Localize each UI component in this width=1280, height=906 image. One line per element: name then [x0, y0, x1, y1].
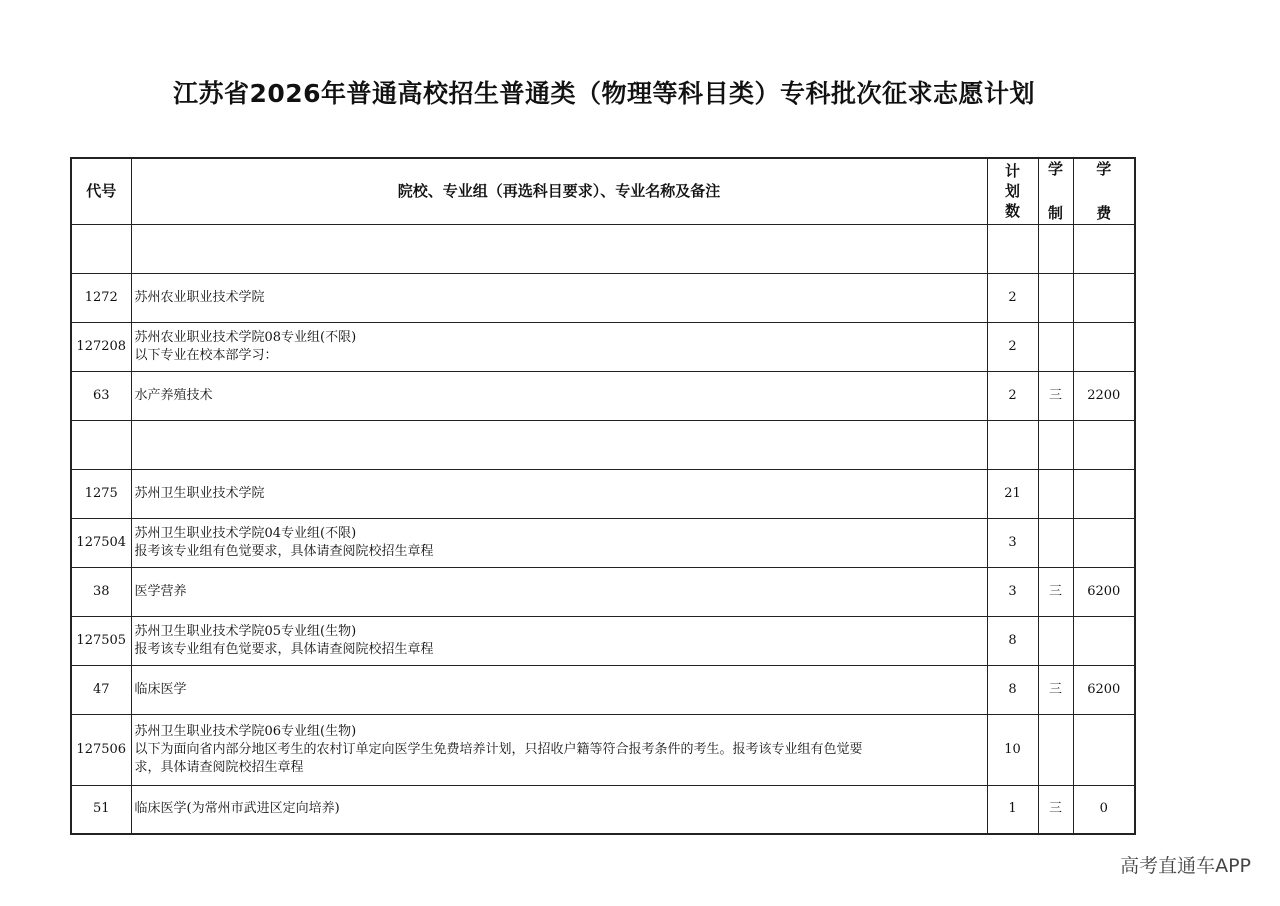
header-plan-char: 划 — [1004, 182, 1020, 201]
row-name-line: 以下为面向省内部分地区考生的农村订单定向医学生免费培养计划，只招收户籍等符合报考条件的考生。报考该专业组有色觉要 — [134, 741, 863, 757]
row-years — [1038, 224, 1073, 273]
table-row — [71, 665, 1135, 714]
row-name — [131, 224, 987, 273]
row-fee — [1073, 224, 1135, 273]
enrollment-plan-table — [70, 157, 1136, 835]
row-name-line: 苏州卫生职业技术学院 — [134, 485, 265, 501]
row-code — [71, 224, 131, 273]
row-fee: 2200 — [1073, 371, 1135, 420]
row-plan-count — [987, 224, 1038, 273]
header-code: 代号 — [71, 158, 131, 224]
row-name — [131, 518, 987, 567]
row-name-line: 苏州卫生职业技术学院06专业组(生物) — [134, 723, 357, 739]
row-name-line: 报考该专业组有色觉要求，具体请查阅院校招生章程 — [134, 641, 434, 657]
row-name-line: 苏州农业职业技术学院08专业组(不限) — [134, 329, 357, 345]
row-code: 63 — [71, 371, 131, 420]
row-fee: 6200 — [1073, 567, 1135, 616]
row-years: 三 — [1038, 567, 1073, 616]
row-plan-count: 2 — [987, 371, 1038, 420]
row-fee — [1073, 616, 1135, 665]
table-row — [71, 420, 1135, 469]
row-name-line: 以下专业在校本部学习： — [134, 347, 278, 363]
table-row — [71, 469, 1135, 518]
row-years — [1038, 518, 1073, 567]
row-name-line: 苏州卫生职业技术学院04专业组(不限) — [134, 525, 357, 541]
row-code — [71, 420, 131, 469]
row-years — [1038, 420, 1073, 469]
row-name-line: 求，具体请查阅院校招生章程 — [134, 759, 304, 775]
watermark: 高考直通车APP — [1120, 855, 1251, 877]
row-name — [131, 371, 987, 420]
row-name — [131, 273, 987, 322]
table-row — [71, 785, 1135, 834]
row-plan-count: 2 — [987, 322, 1038, 371]
row-years — [1038, 616, 1073, 665]
row-fee — [1073, 469, 1135, 518]
row-name-line: 临床医学(为常州市武进区定向培养) — [134, 801, 340, 817]
table-row — [71, 518, 1135, 567]
row-code: 127506 — [71, 714, 131, 785]
table-row — [71, 224, 1135, 273]
row-code: 127504 — [71, 518, 131, 567]
row-name — [131, 420, 987, 469]
header-fee-char: 费 — [1096, 204, 1112, 223]
row-name — [131, 567, 987, 616]
row-name-line: 报考该专业组有色觉要求，具体请查阅院校招生章程 — [134, 543, 434, 559]
row-years: 三 — [1038, 371, 1073, 420]
row-name — [131, 616, 987, 665]
table-row — [71, 616, 1135, 665]
header-plan-char: 计 — [1004, 162, 1020, 181]
table-header-row — [71, 158, 1135, 224]
row-name — [131, 785, 987, 834]
row-fee: 6200 — [1073, 665, 1135, 714]
row-years: 三 — [1038, 665, 1073, 714]
row-plan-count: 2 — [987, 273, 1038, 322]
header-years — [1038, 158, 1073, 224]
row-fee — [1073, 420, 1135, 469]
header-fee-char: 学 — [1096, 160, 1112, 179]
page-title: 江苏省2026年普通高校招生普通类（物理等科目类）专科批次征求志愿计划 — [172, 79, 1036, 108]
row-name — [131, 322, 987, 371]
header-plan — [987, 158, 1038, 224]
row-name — [131, 714, 987, 785]
header-years-char: 学 — [1047, 160, 1063, 179]
row-plan-count: 1 — [987, 785, 1038, 834]
table-row — [71, 322, 1135, 371]
row-plan-count: 3 — [987, 567, 1038, 616]
row-years: 三 — [1038, 785, 1073, 834]
row-code: 127208 — [71, 322, 131, 371]
row-fee — [1073, 322, 1135, 371]
table-body — [71, 224, 1135, 834]
row-plan-count: 8 — [987, 665, 1038, 714]
table-row — [71, 371, 1135, 420]
row-plan-count: 3 — [987, 518, 1038, 567]
row-code: 38 — [71, 567, 131, 616]
row-fee — [1073, 518, 1135, 567]
row-plan-count: 8 — [987, 616, 1038, 665]
row-name — [131, 469, 987, 518]
row-name-line: 苏州农业职业技术学院 — [134, 289, 265, 305]
row-code: 127505 — [71, 616, 131, 665]
row-name-line: 水产养殖技术 — [134, 387, 213, 403]
row-years — [1038, 273, 1073, 322]
row-name-line: 苏州卫生职业技术学院05专业组(生物) — [134, 623, 357, 639]
row-name-line: 医学营养 — [134, 583, 187, 599]
row-plan-count: 21 — [987, 469, 1038, 518]
row-years — [1038, 322, 1073, 371]
row-code: 1272 — [71, 273, 131, 322]
row-fee: 0 — [1073, 785, 1135, 834]
row-fee — [1073, 273, 1135, 322]
table-row — [71, 567, 1135, 616]
table-row — [71, 714, 1135, 785]
row-years — [1038, 469, 1073, 518]
row-fee — [1073, 714, 1135, 785]
row-years — [1038, 714, 1073, 785]
row-code: 47 — [71, 665, 131, 714]
row-plan-count — [987, 420, 1038, 469]
header-name: 院校、专业组（再选科目要求）、专业名称及备注 — [131, 158, 987, 224]
header-years-char: 制 — [1047, 204, 1063, 223]
row-plan-count: 10 — [987, 714, 1038, 785]
row-name-line: 临床医学 — [134, 681, 187, 697]
row-name — [131, 665, 987, 714]
header-plan-char: 数 — [1004, 202, 1020, 221]
row-code: 51 — [71, 785, 131, 834]
header-fee — [1073, 158, 1135, 224]
table-row — [71, 273, 1135, 322]
row-code: 1275 — [71, 469, 131, 518]
